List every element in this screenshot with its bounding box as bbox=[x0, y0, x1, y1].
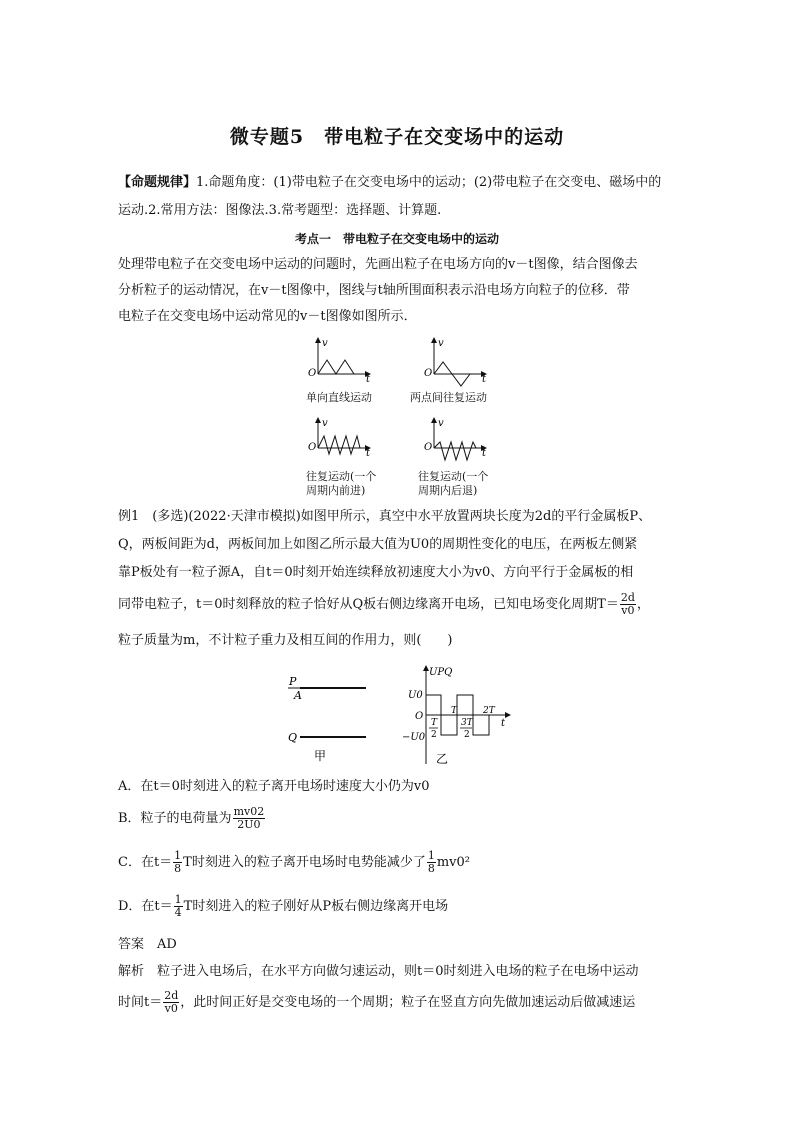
option-d-num: 1 bbox=[174, 893, 182, 906]
caption-forward-2: 周期内前进) bbox=[306, 484, 366, 497]
example-line-4-end: ， bbox=[636, 597, 650, 612]
option-d-text-2: T时刻进入的粒子刚好从P板右侧边缘离开电场 bbox=[183, 899, 449, 914]
origin-label: O bbox=[424, 368, 433, 379]
example-line-4 bbox=[118, 592, 650, 618]
charge-denominator: 2U0 bbox=[237, 818, 261, 831]
charge-numerator: mv02 bbox=[233, 805, 265, 818]
period-fraction bbox=[620, 592, 636, 617]
page-title: 微专题5 带电粒子在交变场中的运动 bbox=[229, 126, 565, 148]
origin-label: O bbox=[424, 442, 433, 453]
origin-label: O bbox=[308, 368, 317, 379]
answer: 答案 AD bbox=[118, 937, 177, 952]
analysis-line-1: 解析 粒子进入电场后，在水平方向做匀速运动，则t＝0时刻进入电场的粒子在电场中运动 bbox=[118, 964, 639, 979]
graph-forward bbox=[308, 418, 371, 459]
intro-line-2: 分析粒子的运动情况，在v－t图像中，图线与t轴所围面积表示沿电场方向粒子的位移．带 bbox=[118, 283, 630, 298]
caption-yi: 乙 bbox=[436, 752, 449, 766]
tick-3half-t-num: 3T bbox=[461, 718, 473, 728]
period-denominator: v0 bbox=[621, 604, 635, 617]
axis-v-label: v bbox=[322, 418, 328, 429]
intro-line-1: 处理带电粒子在交变电场中运动的问题时，先画出粒子在电场方向的v－t图像，结合图像去 bbox=[118, 257, 638, 272]
graph-backward bbox=[424, 418, 487, 460]
option-c-text-2: T时刻进入的粒子离开电场时电势能减少了 bbox=[183, 855, 426, 870]
label-p: P bbox=[289, 675, 297, 688]
axis-t-label: t bbox=[482, 448, 487, 459]
axis-t-label: t bbox=[366, 374, 371, 385]
caption-forward-1: 往复运动(一个 bbox=[306, 470, 377, 483]
option-b bbox=[118, 806, 266, 832]
rule-tag: 【命题规律】 bbox=[118, 175, 197, 190]
tick-half-t-den: 2 bbox=[431, 730, 437, 740]
rule-line-1 bbox=[118, 174, 661, 192]
option-a: A．在t＝0时刻进入的粒子离开电场时速度大小仍为v0 bbox=[118, 779, 430, 794]
rule-text-1: 1.命题角度：(1)带电粒子在交变电场中的运动；(2)带电粒子在交变电、磁场中的 bbox=[196, 175, 662, 190]
tick-t: T bbox=[451, 706, 458, 716]
analysis-denominator: v0 bbox=[164, 1002, 178, 1015]
tick-2t: 2T bbox=[483, 706, 495, 716]
option-c-den-1: 8 bbox=[174, 862, 182, 875]
section-heading: 考点一 带电粒子在交变电场中的运动 bbox=[294, 232, 499, 246]
example-line-5: 粒子质量为m，不计粒子重力及相互间的作用力，则( ) bbox=[118, 633, 453, 648]
option-d-text-1: D．在t＝ bbox=[118, 899, 173, 914]
caption-backward-2: 周期内后退) bbox=[418, 484, 478, 497]
option-c bbox=[118, 850, 470, 876]
axis-upq-label: UPQ bbox=[429, 667, 453, 678]
axis-t-label: t bbox=[366, 448, 371, 459]
option-c-num-1: 1 bbox=[174, 849, 182, 862]
analysis-fraction bbox=[163, 990, 179, 1015]
analysis-line-2 bbox=[118, 990, 635, 1016]
option-c-text-1: C．在t＝ bbox=[118, 855, 173, 870]
u0-label: U0 bbox=[408, 690, 423, 701]
axis-v-label: v bbox=[438, 418, 444, 429]
period-numerator: 2d bbox=[620, 591, 635, 604]
t-axis-label: t bbox=[501, 718, 506, 729]
option-b-text: B．粒子的电荷量为 bbox=[118, 811, 232, 826]
analysis-line-2-text-1: 时间t＝ bbox=[118, 995, 163, 1010]
tick-half-t-num: T bbox=[431, 718, 438, 728]
graph-two-points bbox=[424, 338, 487, 386]
graph-unidirectional bbox=[308, 338, 371, 385]
caption-jia: 甲 bbox=[314, 749, 327, 763]
example-line-4-text: 同带电粒子，t＝0时刻释放的粒子恰好从Q板右侧边缘离开电场，已知电场变化周期T＝ bbox=[118, 597, 619, 612]
caption-two-points: 两点间往复运动 bbox=[410, 391, 487, 404]
analysis-line-2-text-2: ，此时间正好是交变电场的一个周期；粒子在竖直方向先做加速运动后做减速运 bbox=[180, 995, 636, 1010]
option-d-fraction bbox=[174, 894, 183, 919]
neg-u0-label: −U0 bbox=[402, 732, 426, 743]
option-c-fraction-1 bbox=[173, 850, 182, 875]
option-c-num-2: 1 bbox=[427, 849, 435, 862]
option-c-text-3: mv0² bbox=[436, 855, 470, 870]
tick-3half-t-den: 2 bbox=[464, 730, 470, 740]
option-d-den: 4 bbox=[174, 906, 182, 919]
figure-plates bbox=[282, 670, 382, 766]
example-line-2: Q，两板间距为d，两板间加上如图乙所示最大值为U0的周期性变化的电压，在两板左侧紧 bbox=[118, 537, 638, 552]
origin-o-label: O bbox=[415, 711, 424, 722]
example-line-3: 靠P板处有一粒子源A，自t＝0时刻开始连续释放初速度大小为v0、方向平行于金属板的相 bbox=[118, 565, 634, 580]
label-a: A bbox=[294, 689, 302, 702]
caption-unidirectional: 单向直线运动 bbox=[306, 391, 372, 404]
option-c-fraction-2 bbox=[427, 850, 436, 875]
option-c-den-2: 8 bbox=[427, 862, 435, 875]
example-line-1: 例1 (多选)(2022·天津市模拟)如图甲所示，真空中水平放置两块长度为2d的平行金属板P、 bbox=[118, 509, 652, 524]
axis-v-label: v bbox=[322, 338, 328, 349]
label-q: Q bbox=[288, 731, 298, 744]
intro-line-3: 电粒子在交变电场中运动常见的v－t图像如图所示． bbox=[118, 309, 417, 324]
origin-label: O bbox=[308, 442, 317, 453]
figure-voltage bbox=[398, 662, 518, 772]
rule-line-2: 运动.2.常用方法：图像法.3.常考题型：选择题、计算题. bbox=[118, 203, 442, 218]
option-d bbox=[118, 894, 448, 920]
axis-v-label: v bbox=[438, 338, 444, 349]
charge-fraction bbox=[233, 806, 266, 831]
caption-backward-1: 往复运动(一个 bbox=[418, 470, 489, 483]
analysis-numerator: 2d bbox=[164, 989, 179, 1002]
axis-t-label: t bbox=[482, 374, 487, 385]
